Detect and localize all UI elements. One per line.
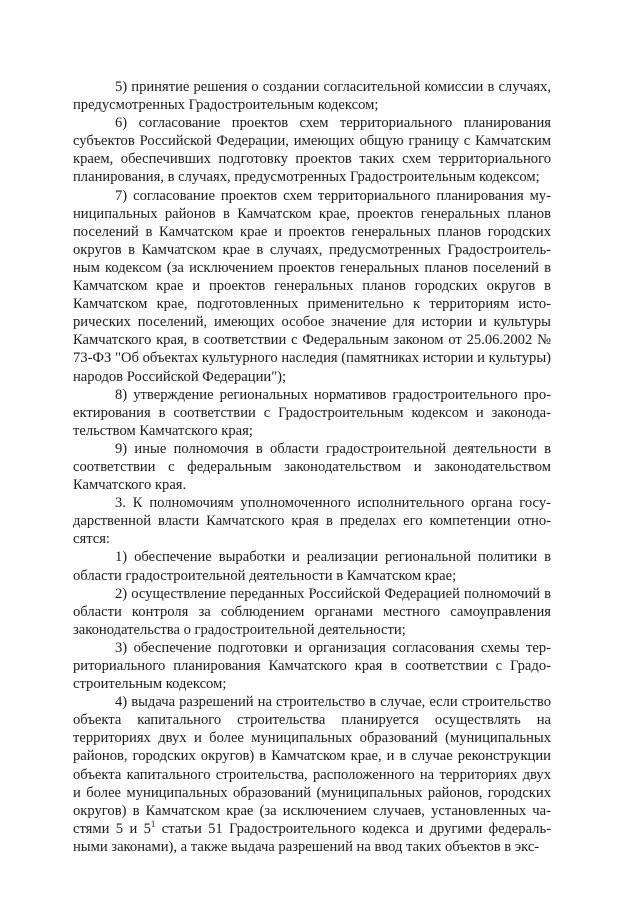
paragraph-section-3-item-3: 3) обеспечение подготовки и организация согласования схемы территориального планирования Камчатского края в соответствии с Градостроительным кодексом; <box>73 639 551 693</box>
paragraph-section-3: 3. К полномочиям уполномоченного исполнительного органа государственной власти Камчатского края в пределах его компетенции относятся: <box>73 495 551 548</box>
document-body <box>73 78 551 856</box>
paragraph-item-7: 7) согласование проектов схем территориального планирования муниципальных районов в Камчатском крае, проектов генеральных планов поселений в Камчатском крае и проектов генеральных планов городских округов в Камчатском крае в случаях, предусмотренных Градостроительным кодексом (за исключением проектов генеральных планов поселений в Камчатском крае и проектов генеральных планов городских округов в Камчатском крае, подготовленных применительно к территориям исторических поселений, имеющих особое значение для истории и культуры Камчатского края, в соответствии с Федеральным законом от 25.06.2002 № 73-ФЗ "Об объектах культурного наследия (памятниках истории и культуры) народов Российской Федерации"); <box>73 187 551 385</box>
paragraph-item-8: 8) утверждение региональных нормативов градостроительного проектирования в соответствии с Градостроительным кодексом и законодательством Камчатского края; <box>73 386 551 439</box>
superscript-marker: 1 <box>150 818 156 829</box>
paragraph-item-9: 9) иные полномочия в области градостроительной деятельности в соответствии с федеральным законодательством и законодательством Камчатского края. <box>73 440 551 494</box>
paragraph-section-3-item-1: 1) обеспечение выработки и реализации региональной политики в области градостроительной деятельности в Камчатском крае; <box>73 549 551 584</box>
paragraph-item-6: 6) согласование проектов схем территориального планирования субъектов Российской Федерации, имеющих общую границу с Камчатским краем, обеспечивших подготовку проектов таких схем территориального планирования, в случаях, предусмотренных Градостроительным кодексом; <box>73 115 551 186</box>
paragraph-item-5: 5) принятие решения о создании согласительной комиссии в случаях, предусмотренных Градостроительным кодексом; <box>73 79 551 114</box>
paragraph-text-before-superscript: 4) выдача разрешений на строительство в случае, если строительство объекта капитального строительства планируется осуществлять на территориях двух и более муниципальных образований (муниципальных районов, городских округов) в Камчатском крае, и в случае реконструкции объекта капитального строительства, расположенного на территориях двух и более муниципальных образований (муниципальных районов, городских округов) в Камчатском крае (за исключением случаев, установленных частями 5 и 5 <box>73 694 551 837</box>
paragraph-section-3-item-4 <box>73 693 551 856</box>
paragraph-section-3-item-2: 2) осуществление переданных Российской Федерацией полномочий в области контроля за соблюдением органами местного самоуправления законодательства о градостроительной деятельности; <box>73 585 551 638</box>
paragraph-text-after-superscript: статьи 51 Градостроительного кодекса и другими федеральными законами), а также выдача разрешений на ввод таких объектов в экс- <box>73 820 551 855</box>
